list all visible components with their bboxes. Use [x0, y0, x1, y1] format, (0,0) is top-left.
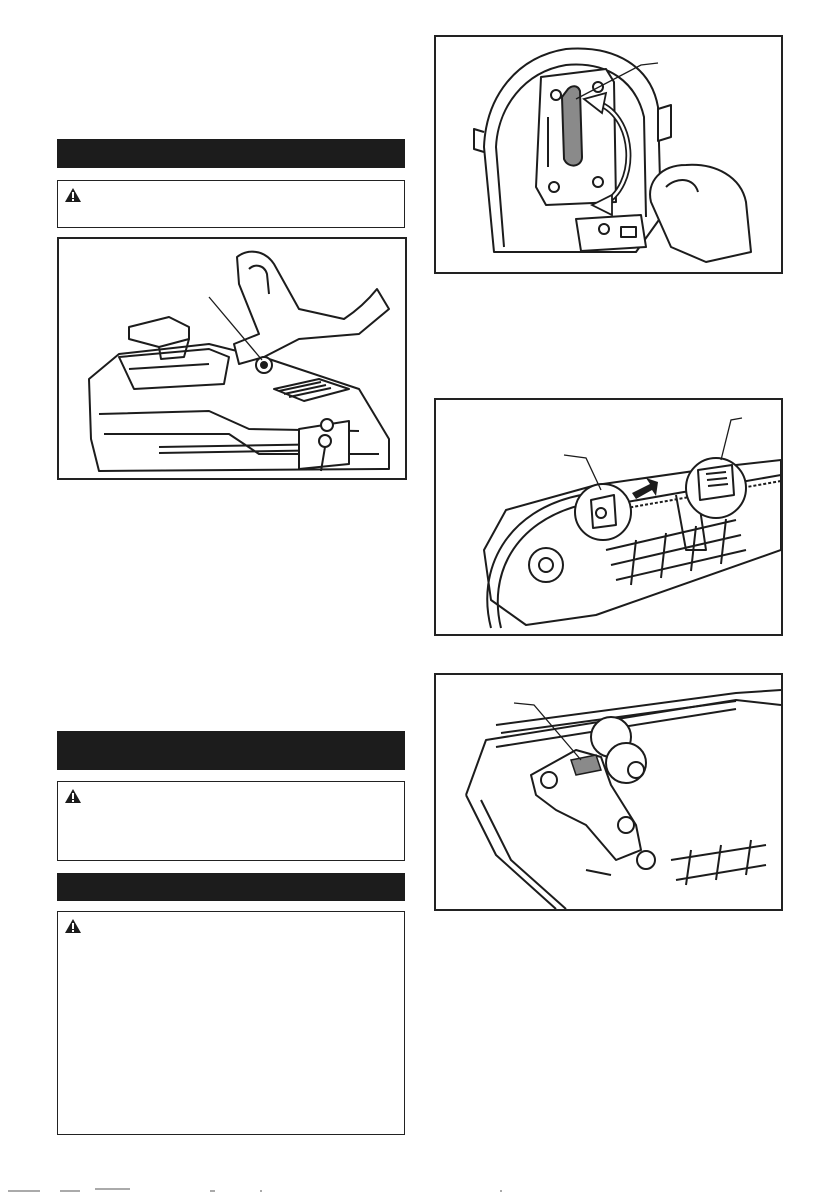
- figure-blade-guides: [434, 398, 783, 636]
- lock-lever-illustration: [59, 239, 405, 478]
- guide-bearing-illustration: [436, 675, 781, 909]
- figure-tension-handle: [434, 35, 783, 274]
- tension-handle-illustration: [436, 37, 781, 272]
- warning-triangle-icon: [64, 918, 82, 934]
- blade-guides-illustration: [436, 400, 781, 634]
- warning-triangle-icon: [64, 187, 82, 203]
- warning-box: [57, 781, 405, 861]
- warning-triangle-icon: [64, 788, 82, 804]
- section-heading-bar: [57, 731, 405, 770]
- footer-trim-marks: [0, 1185, 840, 1195]
- warning-box: [57, 180, 405, 228]
- figure-guide-bearing: [434, 673, 783, 911]
- page-footer-marks: [0, 1182, 840, 1192]
- warning-box: [57, 911, 405, 1135]
- figure-lock-lever: [57, 237, 407, 480]
- section-heading-bar: [57, 139, 405, 168]
- section-heading-bar: [57, 873, 405, 901]
